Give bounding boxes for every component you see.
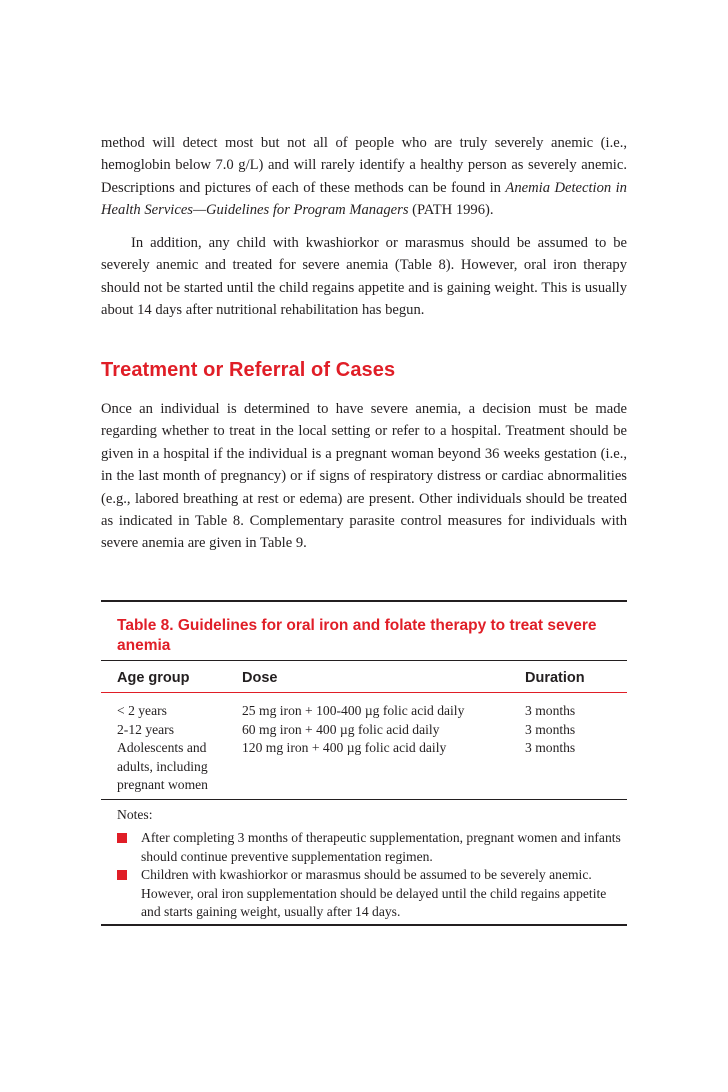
- cell-age: Adolescents and adults, including pregnant women: [117, 740, 208, 792]
- reference-title: Anemia Detection in Health Services—Guidelines for Program Managers: [101, 179, 627, 219]
- cell-dose: 120 mg iron + 400 µg folic acid daily: [242, 740, 447, 755]
- column-header-age: Age group: [117, 670, 190, 686]
- column-header-dose: Dose: [242, 670, 278, 686]
- section-heading: Treatment or Referral of Cases: [101, 359, 396, 381]
- notes-label: Notes:: [117, 807, 153, 822]
- cell-duration: 3 months: [525, 703, 576, 718]
- cell-dose: 60 mg iron + 400 µg folic acid daily: [242, 721, 440, 737]
- cell-duration: 3 months: [525, 721, 576, 737]
- paragraph-text: method will detect most but not all of people who are truly severely anemic (i.e., hemoglobin below 7.0 g/L) and will rarely identify a healthy person as severely anemic. Descriptions and pictures of each of these methods can be found in: [101, 135, 627, 196]
- red-square-bullet-icon: [117, 870, 127, 880]
- reference-citation: (PATH 1996).: [408, 202, 494, 219]
- note-text: After completing 3 months of therapeutic supplementation, pregnant women and infants should continue preventive supplementation regimen.: [141, 830, 621, 864]
- note-text: Children with kwashiorkor or marasmus should be assumed to be severely anemic. However, oral iron supplementation should be delayed until the child regains appetite and starts gaining weight, usually after 14 days.: [141, 867, 607, 919]
- column-header-duration: Duration: [525, 670, 585, 686]
- paragraph-treatment-referral: Once an individual is determined to have severe anemia, a decision must be made regarding whether to treat in the local setting or refer to a hospital. Treatment should be given in a hospital if the individual is a pregnant woman beyond 36 weeks gestation (i.e., in the last month of pregnancy) or if signs of respiratory distress or cardiac abnormalities (e.g., labored breathing at rest or edema) are present. Other individuals should be treated as indicated in Table 8. Complementary parasite control measures for individuals with severe anemia are given in Table 9.: [101, 401, 627, 552]
- table-header-bottom-rule: [101, 692, 627, 693]
- table-header-top-rule: [101, 660, 627, 661]
- table-notes-rule: [101, 799, 627, 800]
- cell-age: < 2 years: [117, 703, 167, 718]
- cell-age: 2-12 years: [117, 721, 174, 737]
- table-caption: Table 8. Guidelines for oral iron and folate therapy to treat severe anemia: [117, 617, 597, 654]
- paragraph-detection-methods: [101, 132, 627, 222]
- cell-duration: 3 months: [525, 740, 576, 755]
- paragraph-kwashiorkor: In addition, any child with kwashiorkor or marasmus should be assumed to be severely anemic and treated for severe anemia (Table 8). However, oral iron therapy should not be started until the child regains appetite and is gaining weight. This is usually about 14 days after nutritional rehabilitation has begun.: [101, 235, 627, 319]
- cell-dose: 25 mg iron + 100-400 µg folic acid daily: [242, 703, 465, 718]
- red-square-bullet-icon: [117, 833, 127, 843]
- table-8: [101, 600, 627, 926]
